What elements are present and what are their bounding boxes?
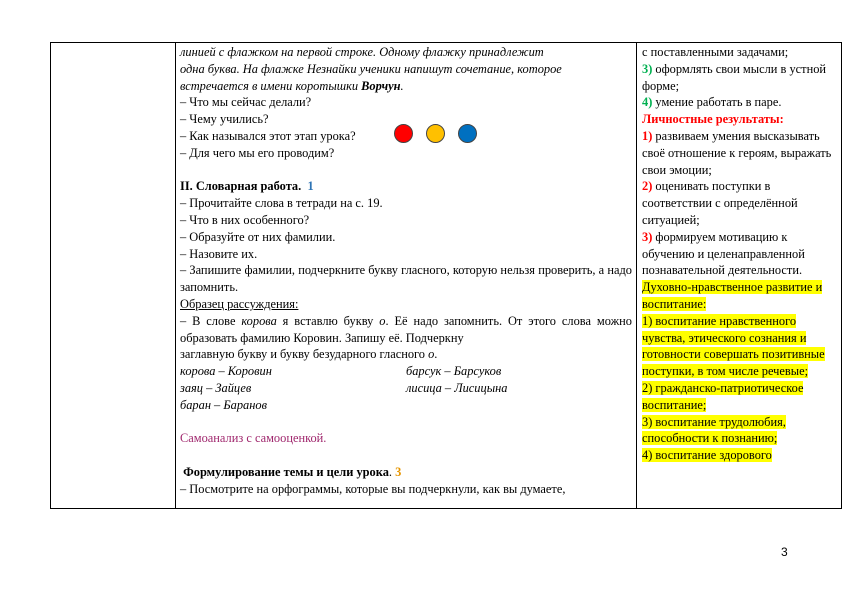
intro-line-2: одна буква. На флажке Незнайки ученики напишут сочетание, которое xyxy=(180,61,562,76)
empty-stage-column xyxy=(51,43,176,509)
item-number: 4) xyxy=(642,95,653,110)
spiritual-item-text: 1) воспитание нравственного чувства, этического сознания и готовности совершать позитивные поступки, в том числе речевые; xyxy=(642,313,825,379)
item-text: оформлять свои мысли в устной форме; xyxy=(642,61,827,93)
spiritual-item-1 xyxy=(642,313,838,380)
example-row xyxy=(180,397,632,414)
item-text: умение работать в паре. xyxy=(652,95,782,110)
spiritual-item-4 xyxy=(642,447,838,464)
vocab-line-1: – Прочитайте слова в тетради на с. 19. xyxy=(180,196,383,211)
item-text: формируем мотивацию к обучению и целенаправленной познавательной деятельности. xyxy=(642,229,805,278)
item-text: развиваем умения высказывать своё отношение к героям, выражать свои эмоции; xyxy=(642,128,832,177)
vocab-title: II. Словарная работа. xyxy=(180,179,302,194)
blue-circle-icon xyxy=(458,124,477,143)
intro-line-3-end: . xyxy=(400,78,404,93)
spiritual-item-text: 3) воспитание трудолюбия, способности к познанию; xyxy=(642,414,786,446)
example-left: баран – Баранов xyxy=(180,397,267,412)
example-row xyxy=(180,363,632,380)
vocab-line-2: – Что в них особенного? xyxy=(180,212,310,227)
results-line-1: с поставленными задачами; xyxy=(642,45,789,59)
lesson-content-column xyxy=(176,43,637,509)
spiritual-item-text: 2) гражданско-патриотическое воспитание; xyxy=(642,380,804,412)
topic-number: 3 xyxy=(395,464,402,479)
sample-last-end: . xyxy=(434,347,438,362)
topic-question: – Посмотрите на орфограммы, которые вы подчеркнули, как вы думаете, xyxy=(180,481,566,496)
example-row xyxy=(180,380,632,397)
page-number: 3 xyxy=(781,545,788,559)
sample-text-3: . Её надо запомнить. От этого слова можно образовать фамилию Коровин. Запишу её. Подчеркну xyxy=(180,313,632,345)
self-analysis: Самоанализ с самооценкой. xyxy=(180,431,327,446)
vocab-line-3: – Образуйте от них фамилии. xyxy=(180,229,336,244)
sample-text-1: – В слове xyxy=(180,313,242,328)
example-left: корова – Коровин xyxy=(180,364,272,379)
spiritual-title-text: Духовно-нравственное развитие и воспитание: xyxy=(642,280,823,311)
vocab-line-4: – Назовите их. xyxy=(180,246,258,261)
results-item-3 xyxy=(642,61,838,95)
sample-last-line xyxy=(180,346,632,363)
question-2: – Чему учились? xyxy=(180,112,269,127)
topic-title: Формулирование темы и цели урока xyxy=(183,464,389,479)
lesson-table xyxy=(50,42,842,509)
results-column xyxy=(637,43,842,509)
sample-paragraph xyxy=(180,313,632,347)
sample-label: Образец рассуждения: xyxy=(180,296,299,311)
example-right: барсук – Барсуков xyxy=(406,364,502,379)
personal-item-2 xyxy=(642,178,838,228)
example-left: заяц – Зайцев xyxy=(180,380,252,395)
spiritual-item-3 xyxy=(642,414,838,448)
sample-text-2: я вставлю букву xyxy=(276,313,380,328)
intro-line-1: линией с флажком на первой строке. Одному флажку принадлежит xyxy=(180,45,544,59)
personal-item-3 xyxy=(642,229,838,279)
item-number: 2) xyxy=(642,179,653,194)
vocab-heading xyxy=(180,178,632,195)
question-1: – Что мы сейчас делали? xyxy=(180,95,312,110)
gnome-name: Ворчун xyxy=(361,78,401,93)
yellow-circle-icon xyxy=(426,124,445,143)
sample-last-text: заглавную букву и букву безударного гласного xyxy=(180,347,429,362)
vocab-number: 1 xyxy=(307,179,314,194)
item-number: 3) xyxy=(642,229,653,244)
spiritual-item-2 xyxy=(642,380,838,414)
topic-heading: Формулирование темы и цели урока. 3 xyxy=(183,464,402,479)
item-number: 1) xyxy=(642,128,653,143)
sample-letter: о xyxy=(379,313,386,328)
personal-results-title: Личностные результаты: xyxy=(642,112,784,127)
spiritual-item-text: 4) воспитание здорового xyxy=(642,448,772,463)
spiritual-title xyxy=(642,279,838,313)
question-4: – Для чего мы его проводим? xyxy=(180,145,335,160)
sample-last-letter: о xyxy=(428,347,435,362)
personal-item-1 xyxy=(642,128,838,178)
red-circle-icon xyxy=(394,124,413,143)
intro-line-3-text: встречается в имени коротышки xyxy=(180,78,362,93)
item-text: оценивать поступки в соответствии с определённой ситуацией; xyxy=(642,179,798,227)
intro-line-3 xyxy=(180,78,632,95)
question-3: – Как назывался этот этап урока? xyxy=(180,128,356,143)
example-right: лисица – Лисицына xyxy=(406,380,508,395)
sample-word: корова xyxy=(241,313,277,328)
vocab-task: – Запишите фамилии, подчеркните букву гласного, которую нельзя проверить, а надо запомнить. xyxy=(180,263,632,295)
item-number: 3) xyxy=(642,61,653,76)
results-item-4 xyxy=(642,94,838,111)
